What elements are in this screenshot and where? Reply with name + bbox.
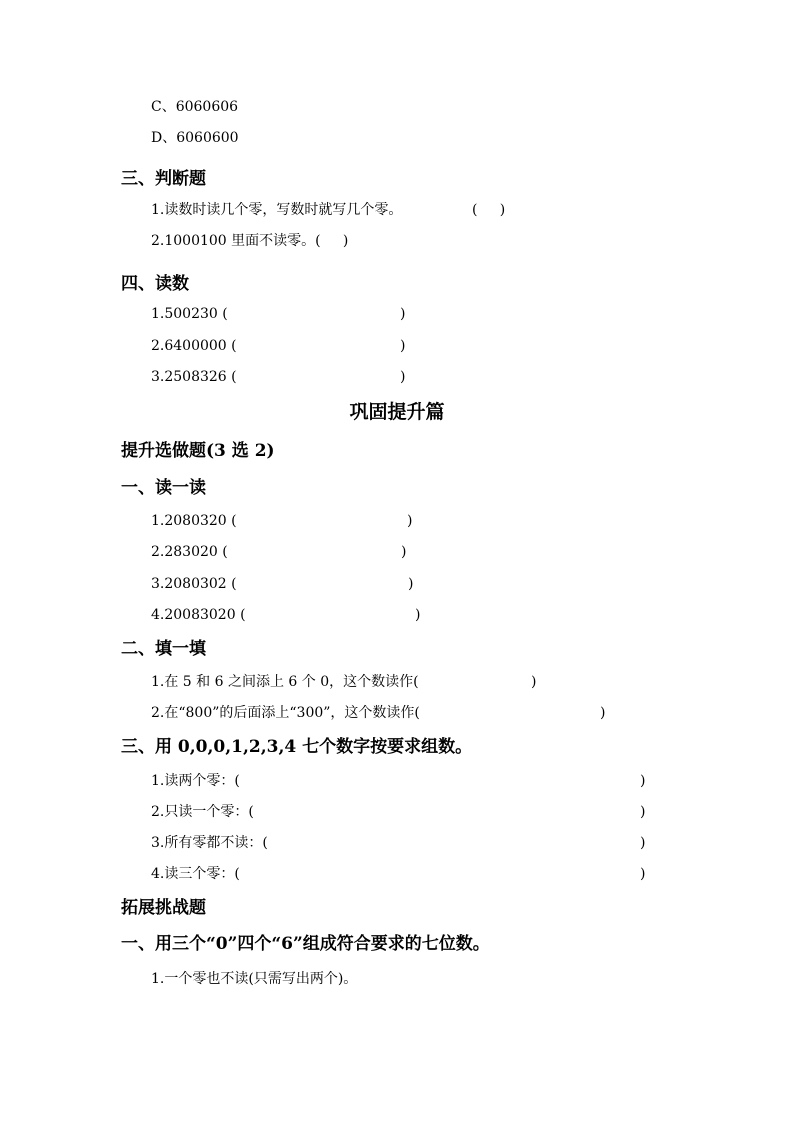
fill-question-2: 2.在“800”的后面添上“300”，这个数读作( (151, 705, 420, 721)
compose-item-2-close[interactable]: ) (640, 804, 646, 820)
read-one-item-1: 1.2080320 ( (151, 513, 237, 529)
consolidate-subtitle: 提升选做题(3 选 2) (121, 441, 275, 461)
compose-item-1: 1.读两个零：( (151, 773, 240, 789)
compose-item-1-close[interactable]: ) (640, 773, 646, 789)
read-item-2: 2.6400000 ( (151, 338, 237, 354)
compose-item-4-close[interactable]: ) (640, 866, 646, 882)
read-item-3: 3.2508326 ( (151, 369, 237, 385)
challenge-title: 拓展挑战题 (121, 898, 206, 918)
read-one-item-4: 4.20083020 ( (151, 607, 246, 623)
compose-item-2: 2.只读一个零：( (151, 804, 254, 820)
option-d: D、6060600 (151, 130, 239, 146)
judge-answer-paren-1[interactable]: ( ) (472, 202, 506, 218)
compose-item-3: 3.所有零都不读：( (151, 835, 268, 851)
read-one-heading: 一、读一读 (121, 478, 206, 498)
judge-heading: 三、判断题 (121, 169, 206, 189)
read-item-1: 1.500230 ( (151, 306, 228, 322)
fill-heading: 二、填一填 (121, 639, 206, 659)
judge-question-2: 2.1000100 里面不读零。( ) (151, 233, 349, 249)
compose-item-3-close[interactable]: ) (640, 835, 646, 851)
read-heading: 四、读数 (121, 274, 189, 294)
option-c: C、6060606 (151, 99, 239, 115)
read-one-item-2: 2.283020 ( (151, 544, 228, 560)
read-one-item-4-close[interactable]: ) (415, 607, 421, 623)
challenge-heading: 一、用三个“0”四个“6”组成符合要求的七位数。 (121, 934, 490, 954)
read-one-item-2-close[interactable]: ) (401, 544, 407, 560)
read-one-item-3-close[interactable]: ) (408, 576, 414, 592)
fill-question-1-close[interactable]: ) (531, 674, 537, 690)
read-one-item-1-close[interactable]: ) (407, 513, 413, 529)
read-item-1-close[interactable]: ) (400, 306, 406, 322)
fill-question-2-close[interactable]: ) (600, 705, 606, 721)
judge-question-1: 1.读数时读几个零，写数时就写几个零。 (151, 202, 403, 218)
read-item-3-close[interactable]: ) (400, 369, 406, 385)
challenge-question-1: 1.一个零也不读(只需写出两个)。 (151, 971, 358, 987)
compose-heading: 三、用 0,0,0,1,2,3,4 七个数字按要求组数。 (121, 737, 473, 757)
compose-item-4: 4.读三个零：( (151, 866, 240, 882)
fill-question-1: 1.在 5 和 6 之间添上 6 个 0，这个数读作( (151, 674, 419, 690)
read-one-item-3: 3.2080302 ( (151, 576, 237, 592)
consolidate-title: 巩固提升篇 (349, 401, 445, 423)
read-item-2-close[interactable]: ) (400, 338, 406, 354)
